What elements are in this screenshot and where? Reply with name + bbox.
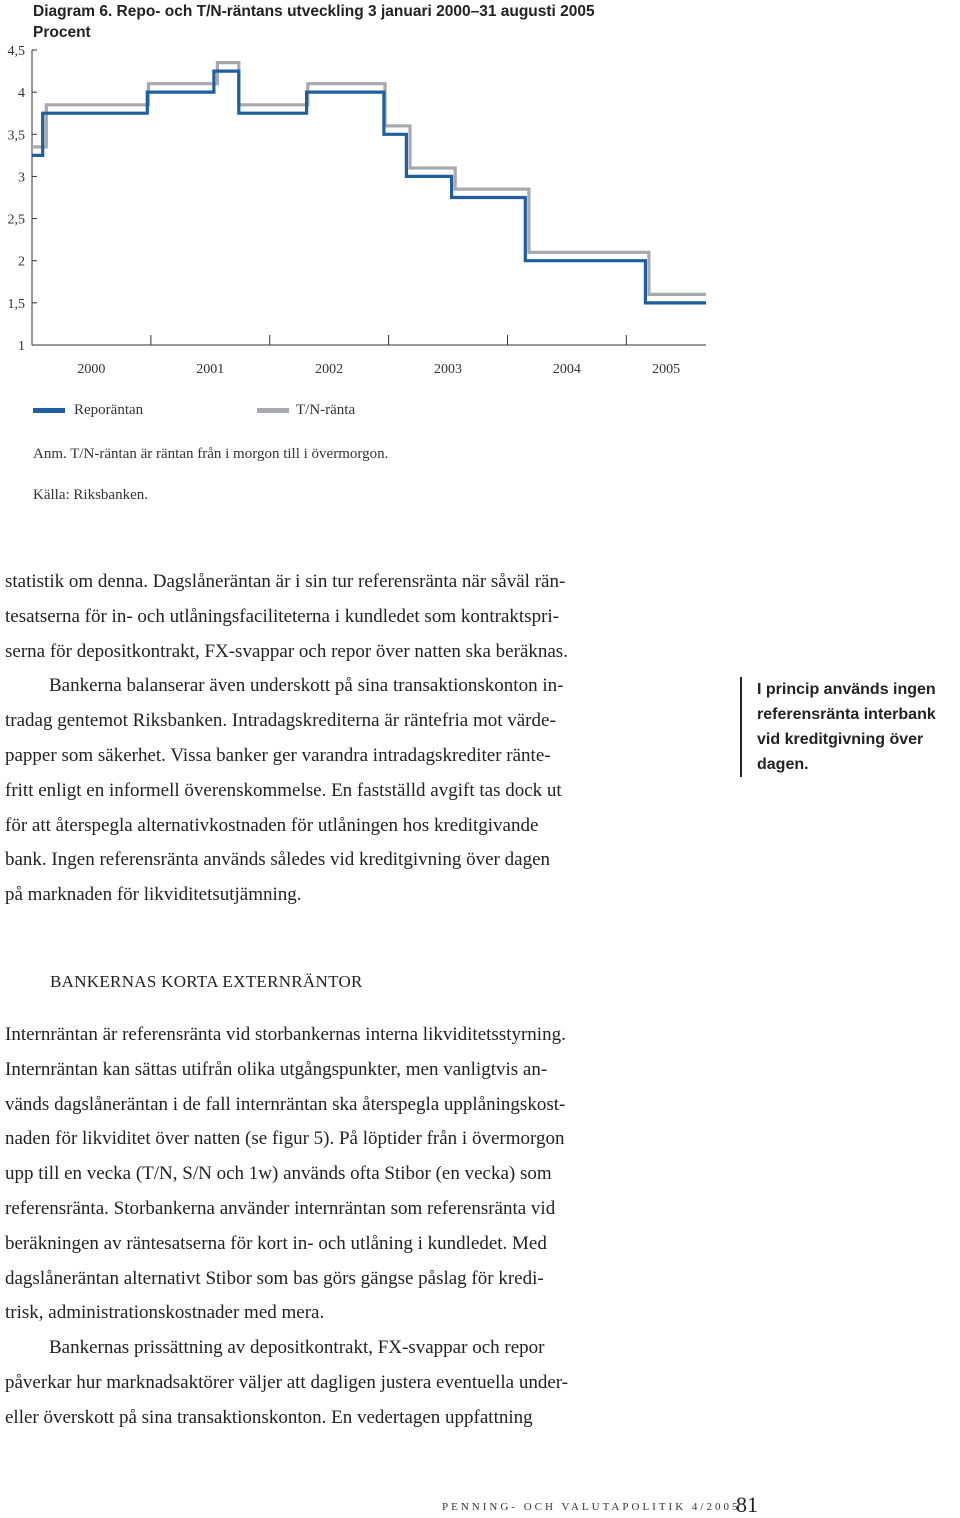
x-tick-label: 2004 [552, 362, 581, 377]
legend-label-tn-ranta: T/N-ränta [296, 402, 356, 418]
legend-swatch-tn-ranta [257, 408, 289, 413]
legend-item-tn-ranta [257, 400, 457, 420]
x-tick-label: 2003 [434, 362, 463, 377]
section-line: upp till en vecka (T/N, S/N och 1w) används ofta Stibor (en vecka) som [5, 1163, 552, 1185]
body-text [5, 565, 725, 913]
body-line: Bankerna balanserar även underskott på sina transaktionskonton in- [49, 675, 564, 697]
y-tick-label: 1,5 [7, 296, 25, 312]
rate-chart [0, 40, 720, 385]
y-tick-label: 4,5 [7, 44, 25, 59]
chart-source: Källa: Riksbanken. [33, 487, 148, 503]
body-line: på marknaden för likviditetsutjämning. [5, 884, 302, 906]
section-line: beräkningen av räntesatserna för kort in- och utlåning i kundledet. Med [5, 1232, 547, 1254]
section-line: eller överskott på sina transaktionskonton. En vedertagen uppfattning [5, 1406, 533, 1428]
y-tick-label: 1 [18, 339, 25, 354]
section-line: naden för likviditet över natten (se figur 5). På löptider från i övermorgon [5, 1128, 565, 1150]
page-number: 81 [736, 1492, 758, 1517]
section-line: Internräntan är referensränta vid storbankernas interna likviditetsstyrning. [5, 1024, 566, 1045]
legend-item-reporanta [33, 400, 233, 420]
chart-title-block [33, 1, 595, 43]
x-tick-label: 2002 [315, 362, 344, 377]
y-tick-label: 2,5 [7, 212, 25, 228]
sidebar-line: vid kreditgivning över [757, 731, 924, 748]
legend-swatch-reporanta [33, 408, 65, 413]
y-tick-label: 3,5 [7, 128, 25, 144]
x-tick-label: 2005 [652, 362, 681, 377]
sidebar-line: I princip används ingen [757, 681, 936, 698]
section-line: vänds dagslåneräntan i de fall internräntan ska återspegla upplåningskost- [5, 1093, 566, 1115]
footer-publication: PENNING- OCH VALUTAPOLITIK 4/2005 [442, 1501, 741, 1513]
section-line: trisk, administrationskostnader med mera. [5, 1302, 325, 1324]
body-line: bank. Ingen referensränta används således vid kreditgivning över dagen [5, 849, 550, 871]
x-tick-label: 2000 [77, 362, 106, 377]
body-line: statistik om denna. Dagslåneräntan är i sin tur referensränta när såväl rän- [5, 571, 566, 592]
chart-note: Anm. T/N-räntan är räntan från i morgon till i övermorgon. [33, 446, 389, 462]
legend-label-reporanta: Reporäntan [74, 402, 144, 418]
section-line: dagslåneräntan alternativt Stibor som bas görs gängse påslag för kredi- [5, 1267, 544, 1289]
section-line: referensränta. Storbankerna använder internräntan som referensränta vid [5, 1197, 556, 1219]
sidebar-note [740, 677, 960, 777]
y-tick-label: 3 [18, 170, 25, 186]
chart-title: Diagram 6. Repo- och T/N-räntans utveckling 3 januari 2000–31 augusti 2005 [33, 3, 595, 20]
body-line: fritt enligt en informell överenskommelse. En fastställd avgift tas dock ut [5, 779, 562, 801]
sidebar-line: referensränta interbank [757, 706, 936, 723]
section-line: påverkar hur marknadsaktörer väljer att dagligen justera eventuella under- [5, 1371, 569, 1393]
sidebar-line: dagen. [757, 756, 809, 773]
chart-unit: Procent [33, 24, 91, 41]
section-line: Internräntan kan sättas utifrån olika utgångspunkter, men vanligtvis an- [5, 1058, 548, 1080]
y-tick-label: 4 [18, 86, 25, 102]
body-line: tradag gentemot Riksbanken. Intradagskrediterna är räntefria mot värde- [5, 710, 556, 732]
body-line: tesatserna för in- och utlåningsfaciliteterna i kundledet som kontraktspri- [5, 605, 559, 627]
x-tick-label: 2001 [196, 362, 225, 377]
body-line: papper som säkerhet. Vissa banker ger varandra intradagskrediter ränte- [5, 744, 551, 766]
section-line: Bankernas prissättning av depositkontrakt, FX-svappar och repor [49, 1337, 545, 1359]
y-tick-label: 2 [18, 254, 25, 270]
section-text [5, 1018, 725, 1436]
section-heading: BANKERNAS KORTA EXTERNRÄNTOR [50, 972, 363, 991]
body-line: för att återspegla alternativkostnaden för utlåningen hos kreditgivande [5, 814, 539, 836]
body-line: serna för depositkontrakt, FX-svappar och repor över natten ska beräknas. [5, 640, 568, 662]
